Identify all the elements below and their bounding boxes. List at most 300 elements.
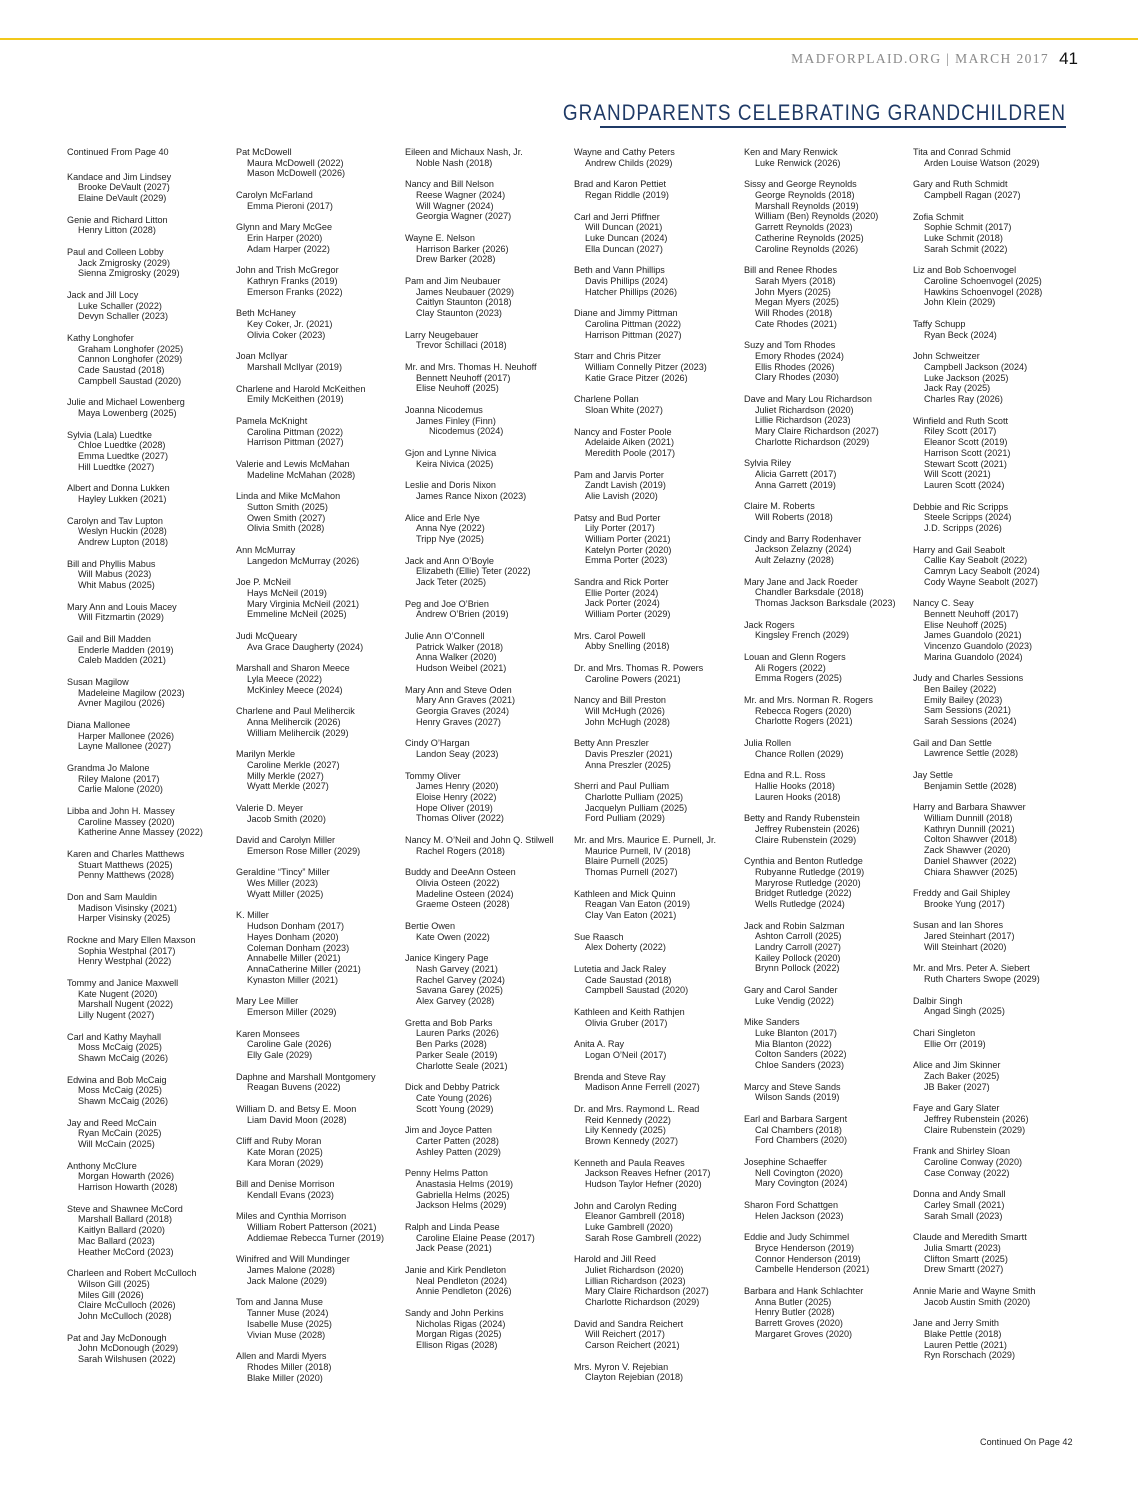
grandchild-name: Ben Parks (2028)	[416, 1039, 487, 1050]
grandchild-name: Arden Louise Watson (2029)	[924, 157, 1040, 168]
grandparent-names: John Schweitzer	[913, 351, 980, 362]
grandchild-name: Reese Wagner (2024)	[416, 190, 506, 200]
grandparent-names: Chari Singleton	[913, 1028, 976, 1039]
grandchild-name: Elise Neuhoff (2025)	[416, 383, 499, 394]
grandchild-name: Mac Ballard (2023)	[78, 1235, 155, 1246]
grandchild-name: Juliet Richardson (2020)	[755, 404, 854, 415]
grandparent-entry	[67, 247, 242, 279]
grandchild-name: Will Duncan (2021)	[585, 222, 663, 233]
grandparent-names: Debbie and Ric Scripps	[913, 501, 1009, 512]
grandchild-name: Bridget Rutledge (2022)	[755, 888, 852, 899]
grandchild-name: Stewart Scott (2021)	[924, 458, 1007, 469]
grandchild-name: Hudson Donham (2017)	[247, 921, 345, 932]
grandchild-name: Camryn Lacy Seabolt (2024)	[924, 565, 1040, 576]
grandparent-names: Dr. and Mrs. Raymond L. Read	[574, 1103, 700, 1114]
grandparent-entry	[405, 1168, 580, 1211]
grandparent-names: Carolyn McFarland	[236, 190, 313, 200]
grandchild-name: Mary Claire Richardson (2027)	[585, 1286, 709, 1297]
grandchild-name: Hudson Weibel (2021)	[416, 663, 507, 673]
grandchild-name: Hays McNeil (2019)	[247, 587, 327, 598]
grandparent-names: Brad and Karon Pettiet	[574, 179, 667, 190]
grandchild-name: Davis Preszler (2021)	[585, 749, 673, 759]
grandchild-name: Maurice Purnell, IV (2018)	[585, 845, 691, 856]
grandchild-name: Ault Zelazny (2028)	[755, 555, 834, 566]
grandparent-entry	[744, 1017, 919, 1071]
grandchild-name: Julia Smartt (2023)	[924, 1243, 1001, 1254]
grandchild-name: Luke Jackson (2025)	[924, 372, 1009, 383]
grandchild-name: Benjamin Settle (2028)	[924, 780, 1017, 791]
grandchild-name: Will Mabus (2023)	[78, 569, 152, 580]
grandparent-names: Charleen and Robert McCulloch	[67, 1268, 197, 1279]
grandparent-entry	[744, 985, 919, 1006]
listing-column-4	[574, 147, 749, 1394]
grandparent-entry	[574, 1072, 749, 1093]
grandchild-name: Charlotte Richardson (2029)	[585, 1297, 700, 1308]
grandparent-names: Joanna Nicodemus	[405, 405, 483, 415]
grandchild-name: Luke Schmit (2018)	[924, 233, 1003, 243]
grandparent-names: Dick and Debby Patrick	[405, 1082, 500, 1093]
grandchild-name: Sarah Rose Gambrell (2022)	[585, 1232, 702, 1243]
grandchild-name: J.D. Scripps (2026)	[924, 522, 1002, 533]
grandparent-names: Cliff and Ruby Moran	[236, 1136, 322, 1147]
grandparent-entry	[236, 416, 411, 448]
grandchild-name: Kendall Evans (2023)	[247, 1189, 334, 1200]
grandchild-name: Jack Pease (2021)	[416, 1243, 492, 1254]
grandchild-name: Chance Rollen (2029)	[755, 748, 844, 759]
grandchild-name: Regan Riddle (2019)	[585, 190, 669, 200]
grandchild-name: Sarah Myers (2018)	[755, 275, 836, 286]
grandchild-name: Ben Bailey (2022)	[924, 684, 997, 695]
grandchild-name: Keira Nivica (2025)	[416, 458, 494, 469]
grandparent-entry	[744, 738, 919, 759]
grandchild-name: Marshall Nugent (2022)	[78, 999, 174, 1010]
grandchild-name: Kara Moran (2029)	[247, 1157, 324, 1168]
grandparent-names: Grandma Jo Malone	[67, 763, 150, 773]
grandchild-name: Wyatt Miller (2025)	[247, 888, 324, 899]
grandparent-names: Earl and Barbara Sargent	[744, 1114, 848, 1125]
grandchild-name: William Porter (2029)	[585, 609, 671, 620]
grandparent-entry	[67, 806, 242, 838]
page-number: 41	[1059, 49, 1078, 68]
grandparent-entry	[236, 1072, 411, 1093]
grandparent-names: Wayne and Cathy Peters	[574, 147, 675, 157]
listing-column-5	[744, 147, 919, 1350]
grandchild-name: Nicodemus (2024)	[429, 426, 504, 437]
grandchild-name: Annie Pendleton (2026)	[416, 1286, 512, 1297]
grandchild-name: JB Baker (2027)	[924, 1081, 990, 1092]
grandparent-names: Ralph and Linda Pease	[405, 1221, 500, 1232]
grandchild-name: Emma Pieroni (2017)	[247, 200, 333, 211]
grandparent-names: Mary Ann and Steve Oden	[405, 684, 512, 695]
grandchild-name: Eloise Henry (2022)	[416, 792, 497, 802]
grandparent-names: Eddie and Judy Schimmel	[744, 1232, 850, 1243]
grandparent-names: Jim and Joyce Patten	[405, 1125, 492, 1136]
grandparent-names: Brenda and Steve Ray	[574, 1071, 666, 1082]
grandparent-entry	[574, 781, 749, 824]
grandparent-entry	[405, 147, 580, 168]
grandparent-entry	[67, 172, 242, 204]
grandchild-name: John Klein (2029)	[924, 297, 996, 308]
grandparent-entry	[913, 319, 1088, 340]
grandchild-name: Caitlyn Staunton (2018)	[416, 297, 512, 308]
grandchild-name: Maryrose Rutledge (2020)	[755, 877, 861, 888]
grandchild-name: Ryan McCain (2025)	[78, 1128, 162, 1139]
grandchild-name: Olivia Smith (2028)	[247, 523, 325, 534]
grandchild-name: Megan Myers (2025)	[755, 297, 839, 308]
grandparent-names: Jack and Robin Salzman	[744, 920, 845, 931]
grandparent-names: Charlene and Paul Melihercik	[236, 706, 355, 717]
grandparent-names: Ken and Mary Renwick	[744, 147, 838, 157]
grandparent-entry	[236, 1104, 411, 1125]
grandparent-names: Zofia Schmit	[913, 211, 964, 222]
grandparent-entry	[574, 1007, 749, 1028]
grandchild-name: Rachel Rogers (2018)	[416, 845, 505, 856]
grandparent-names: Jack and Ann O’Boyle	[405, 555, 494, 566]
grandchild-name: Reid Kennedy (2022)	[585, 1114, 671, 1125]
grandchild-name: Sarah Small (2023)	[924, 1210, 1003, 1221]
grandparent-entry	[744, 770, 919, 802]
grandparent-names: Cindy O’Hargan	[405, 738, 470, 749]
grandparent-entry	[236, 910, 411, 985]
grandparent-names: Marshall and Sharon Meece	[236, 663, 350, 674]
grandchild-name: Eleanor Scott (2019)	[924, 437, 1008, 448]
grandchild-name: Jeffrey Rubenstein (2026)	[755, 823, 860, 834]
grandparent-entry	[236, 147, 411, 179]
grandparent-entry	[913, 1232, 1088, 1275]
grandparent-names: David and Carolyn Miller	[236, 835, 336, 846]
grandchild-name: Caroline Gale (2026)	[247, 1039, 332, 1050]
grandchild-name: Mary Ann Graves (2021)	[416, 695, 516, 706]
grandparent-names: Faye and Gary Slater	[913, 1103, 1000, 1114]
grandchild-name: Jackson Zelazny (2024)	[755, 544, 852, 555]
grandparent-names: Nancy M. O’Neil and John Q. Stilwell	[405, 835, 554, 845]
grandchild-name: Ryn Rorschach (2029)	[924, 1350, 1015, 1361]
grandchild-name: Luke Vendig (2022)	[755, 995, 834, 1006]
grandparent-names: Ann McMurray	[236, 544, 296, 555]
grandchild-name: Kate Moran (2025)	[247, 1146, 323, 1157]
grandchild-name: Ruth Charters Swope (2029)	[924, 974, 1040, 985]
grandchild-name: Ellie Orr (2019)	[924, 1038, 986, 1049]
grandparent-entry	[236, 545, 411, 566]
grandchild-name: Will Steinhart (2020)	[924, 941, 1007, 952]
grandparent-entry	[574, 1104, 749, 1147]
grandparent-names: Susan and Ian Shores	[913, 920, 1003, 931]
running-header	[791, 48, 1078, 68]
grandparent-entry	[913, 738, 1088, 759]
grandparent-entry	[236, 351, 411, 372]
grandchild-name: Will Fitzmartin (2029)	[78, 612, 164, 623]
grandchild-name: Caroline Conway (2020)	[924, 1157, 1023, 1168]
grandparent-entry	[744, 921, 919, 975]
grandchild-name: Clifton Smartt (2025)	[924, 1253, 1008, 1264]
grandchild-name: Jacob Austin Smith (2020)	[924, 1296, 1031, 1307]
grandparent-entry	[67, 849, 242, 881]
grandparent-entry	[913, 1146, 1088, 1178]
grandchild-name: Sutton Smith (2025)	[247, 501, 328, 512]
grandchild-name: Graeme Osteen (2028)	[416, 899, 510, 910]
grandchild-name: Barrett Groves (2020)	[755, 1318, 843, 1329]
grandchild-name: Rubyanne Rutledge (2019)	[755, 866, 865, 877]
grandparent-names: Jane and Jerry Smith	[913, 1318, 999, 1329]
grandchild-name: Reagan Buvens (2022)	[247, 1082, 341, 1093]
grandparent-names: Winifred and Will Mundinger	[236, 1254, 350, 1265]
grandchild-name: William Porter (2021)	[585, 534, 671, 544]
grandchild-name: Charles Ray (2026)	[924, 394, 1003, 405]
grandparent-names: Kathleen and Keith Rathjen	[574, 1007, 685, 1017]
grandchild-name: Milly Merkle (2027)	[247, 770, 324, 781]
grandchild-name: Maura McDowell (2022)	[247, 157, 344, 168]
grandparent-entry	[744, 1200, 919, 1221]
grandparent-names: Mary Lee Miller	[236, 996, 299, 1007]
grandparent-entry	[405, 1222, 580, 1254]
grandchild-name: Heather McCord (2023)	[78, 1246, 174, 1257]
grandchild-name: Hope Oliver (2019)	[416, 802, 493, 813]
grandparent-entry	[405, 276, 580, 319]
grandparent-entry	[236, 803, 411, 824]
grandchild-name: Adam Harper (2022)	[247, 243, 330, 254]
grandparent-entry	[574, 631, 749, 652]
grandchild-name: Cate Young (2026)	[416, 1092, 492, 1103]
grandchild-name: James Malone (2028)	[247, 1265, 335, 1276]
grandparent-entry	[236, 1179, 411, 1200]
grandchild-name: James Henry (2020)	[416, 781, 499, 792]
grandchild-name: Jack Ray (2025)	[924, 383, 991, 394]
grandchild-name: Vivian Muse (2028)	[247, 1329, 326, 1340]
grandparent-names: Liz and Bob Schoenvogel	[913, 265, 1017, 276]
grandchild-name: Jacquelyn Pulliam (2025)	[585, 802, 688, 813]
grandparent-names: Jay and Reed McCain	[67, 1117, 157, 1128]
grandchild-name: Brown Kennedy (2027)	[585, 1136, 679, 1146]
grandchild-name: Kailey Pollock (2020)	[755, 952, 841, 963]
grandchild-name: William Melihercik (2029)	[247, 727, 349, 738]
grandchild-name: Davis Phillips (2024)	[585, 276, 668, 286]
grandparent-names: Allen and Mardi Myers	[236, 1351, 327, 1362]
continued-from-note: Continued From Page 40	[67, 147, 169, 157]
grandchild-name: Thomas Oliver (2022)	[416, 813, 504, 824]
grandparent-entry	[913, 1060, 1088, 1092]
grandparent-entry	[913, 545, 1088, 588]
grandchild-name: Riley Scott (2017)	[924, 426, 997, 437]
grandparent-entry	[67, 397, 242, 418]
grandparent-names: Mrs. Carol Powell	[574, 630, 646, 641]
grandparent-entry	[67, 559, 242, 591]
grandchild-name: Mary Virginia McNeil (2021)	[247, 598, 360, 609]
grandparent-names: Taffy Schupp	[913, 319, 966, 329]
grandchild-name: Anna Preszler (2025)	[585, 759, 671, 770]
grandparent-entry	[236, 1029, 411, 1061]
grandparent-entry	[236, 1297, 411, 1340]
grandchild-name: Anna Melihercik (2026)	[247, 716, 341, 727]
grandparent-entry	[574, 1254, 749, 1308]
grandchild-name: Mary Claire Richardson (2027)	[755, 426, 879, 437]
grandchild-name: Campbell Saustad (2020)	[585, 985, 689, 996]
grandparent-entry	[67, 290, 242, 322]
grandchild-name: Brynn Pollock (2022)	[755, 963, 840, 974]
grandchild-name: Rachel Garvey (2024)	[416, 974, 505, 985]
grandparent-entry	[574, 1201, 749, 1244]
grandparent-entry	[236, 222, 411, 254]
grandchild-name: Caroline Powers (2021)	[585, 673, 681, 684]
grandparent-names: Beth McHaney	[236, 308, 296, 319]
grandchild-name: Kathryn Dunnill (2021)	[924, 823, 1015, 834]
grandchild-name: Claire Rubenstein (2029)	[755, 834, 857, 845]
grandparent-names: Kathy Longhofer	[67, 333, 134, 343]
grandparent-names: Geraldine “Tincy” Miller	[236, 867, 330, 878]
grandparent-entry	[236, 867, 411, 899]
grandchild-name: Scott Young (2029)	[416, 1103, 494, 1114]
grandchild-name: Nell Covington (2020)	[755, 1167, 843, 1178]
grandchild-name: Cal Chambers (2018)	[755, 1124, 842, 1135]
section-title: GRANDPARENTS CELEBRATING GRANDCHILDREN	[562, 100, 1066, 125]
grandparent-entry	[67, 333, 242, 387]
grandchild-name: Bennett Neuhoff (2017)	[416, 372, 511, 383]
grandparent-entry	[744, 534, 919, 566]
grandparent-names: Annie Marie and Wayne Smith	[913, 1286, 1036, 1297]
grandchild-name: Andrew Childs (2029)	[585, 157, 673, 168]
grandparent-names: Edwina and Bob McCaig	[67, 1074, 167, 1085]
grandchild-name: Campbell Ragan (2027)	[924, 190, 1021, 200]
grandparent-entry	[574, 513, 749, 567]
grandparent-entry	[574, 695, 749, 727]
grandchild-name: Jackson Helms (2029)	[416, 1200, 507, 1211]
grandchild-name: Ashton Carroll (2025)	[755, 931, 842, 942]
grandparent-entry	[913, 802, 1088, 877]
grandparent-names: Karen and Charles Matthews	[67, 849, 185, 859]
grandparent-names: Sylvia (Lala) Luedtke	[67, 429, 152, 440]
grandchild-name: Shawn McCaig (2026)	[78, 1096, 168, 1107]
grandparent-names: Tommy Oliver	[405, 770, 461, 781]
grandchild-name: Steele Scripps (2024)	[924, 512, 1012, 523]
grandchild-name: Carolina Pittman (2022)	[247, 426, 344, 437]
grandchild-name: Sarah Sessions (2024)	[924, 716, 1017, 727]
grandchild-name: Jackson Reaves Hefner (2017)	[585, 1168, 711, 1179]
grandparent-names: Carl and Kathy Mayhall	[67, 1031, 162, 1042]
grandchild-name: Enderle Madden (2019)	[78, 644, 174, 655]
grandparent-names: Sylvia Riley	[744, 458, 791, 469]
grandchild-name: Savana Garey (2025)	[416, 985, 503, 996]
grandchild-name: Gabriella Helms (2025)	[416, 1189, 510, 1200]
grandchild-name: Luke Schaller (2022)	[78, 300, 162, 311]
grandparent-entry	[913, 502, 1088, 534]
grandparent-names: Jack Rogers	[744, 619, 795, 630]
grandparent-entry	[236, 706, 411, 738]
grandchild-name: Lillie Richardson (2023)	[755, 415, 851, 426]
grandchild-name: Sophia Westphal (2017)	[78, 945, 176, 956]
grandchild-name: Luke Duncan (2024)	[585, 233, 668, 243]
grandparent-names: Tom and Janna Muse	[236, 1297, 323, 1308]
grandchild-name: Claire McCulloch (2026)	[78, 1300, 176, 1311]
grandparent-entry	[913, 1028, 1088, 1049]
grandparent-names: Anita A. Ray	[574, 1039, 625, 1050]
grandparent-names: Peg and Joe O’Brien	[405, 598, 489, 609]
grandparent-entry	[574, 835, 749, 878]
grandparent-names: Harold and Jill Reed	[574, 1254, 656, 1265]
grandchild-name: Ford Chambers (2020)	[755, 1135, 847, 1146]
grandparent-names: Sharon Ford Schattgen	[744, 1200, 839, 1211]
grandchild-name: Ellison Rigas (2028)	[416, 1339, 498, 1350]
grandparent-entry	[574, 1319, 749, 1351]
grandchild-name: Blaire Purnell (2025)	[585, 856, 668, 867]
grandparent-entry	[744, 265, 919, 329]
grandchild-name: Mason McDowell (2026)	[247, 168, 346, 179]
grandparent-entry	[574, 470, 749, 502]
grandchild-name: Helen Jackson (2023)	[755, 1210, 844, 1221]
grandparent-names: Glynn and Mary McGee	[236, 222, 333, 233]
grandparent-names: Marcy and Steve Sands	[744, 1081, 841, 1092]
grandchild-name: Ford Pulliam (2029)	[585, 813, 665, 824]
grandchild-name: James Finley (Finn)	[416, 415, 496, 426]
grandchild-name: Henry Graves (2027)	[416, 716, 501, 727]
grandchild-name: Luke Renwick (2026)	[755, 157, 841, 168]
grandparent-names: Joan McIlyar	[236, 351, 288, 362]
grandparent-entry	[67, 483, 242, 504]
grandparent-names: Libba and John H. Massey	[67, 806, 175, 816]
grandparent-entry	[67, 1204, 242, 1258]
grandchild-name: Sarah Wilshusen (2022)	[78, 1353, 176, 1364]
grandparent-entry	[405, 953, 580, 1007]
grandparent-entry	[574, 1039, 749, 1060]
grandchild-name: Jared Steinhart (2017)	[924, 931, 1015, 942]
grandparent-entry	[67, 1075, 242, 1107]
grandchild-name: Meredith Poole (2017)	[585, 448, 675, 458]
grandparent-entry	[405, 362, 580, 394]
grandchild-name: Alicia Garrett (2017)	[755, 469, 837, 480]
grandparent-names: Gail and Dan Settle	[913, 737, 992, 748]
grandchild-name: Nash Garvey (2021)	[416, 964, 498, 974]
grandchild-name: Sarah Schmit (2022)	[924, 243, 1008, 254]
grandparent-entry	[405, 480, 580, 501]
grandchild-name: Tripp Nye (2025)	[416, 534, 484, 544]
grandchild-name: Sam Sessions (2021)	[924, 705, 1011, 716]
grandparent-entry	[236, 663, 411, 695]
grandchild-name: Wilson Sands (2019)	[755, 1092, 840, 1103]
grandparent-names: Kenneth and Paula Reaves	[574, 1157, 685, 1168]
grandchild-name: Madeline McMahan (2028)	[247, 469, 356, 480]
grandchild-name: Caroline Reynolds (2026)	[755, 243, 859, 254]
grandchild-name: Henry Butler (2028)	[755, 1307, 835, 1318]
grandchild-name: Callie Kay Seabolt (2022)	[924, 555, 1028, 566]
grandchild-name: Kingsley French (2029)	[755, 630, 850, 641]
grandparent-names: Nancy C. Seay	[913, 598, 974, 609]
grandparent-entry	[236, 577, 411, 620]
grandparent-names: Sherri and Paul Pulliam	[574, 781, 670, 792]
grandchild-name: Maya Lowenberg (2025)	[78, 408, 177, 419]
grandchild-name: Cade Saustad (2018)	[585, 974, 672, 985]
grandchild-name: Emma Rogers (2025)	[755, 673, 842, 684]
grandchild-name: Vincenzo Guandolo (2023)	[924, 641, 1033, 652]
grandparent-names: Beth and Vann Phillips	[574, 265, 665, 276]
grandchild-name: Blake Miller (2020)	[247, 1372, 323, 1383]
grandchild-name: Elise Neuhoff (2025)	[924, 619, 1007, 630]
grandchild-name: Ryan Beck (2024)	[924, 329, 997, 340]
grandchild-name: Riley Malone (2017)	[78, 773, 160, 784]
grandparent-entry	[913, 1189, 1088, 1221]
grandparent-names: Marilyn Merkle	[236, 749, 296, 760]
grandchild-name: Elaine DeVault (2029)	[78, 193, 167, 204]
grandparent-names: Pat and Jay McDonough	[67, 1332, 167, 1343]
grandchild-name: Landry Carroll (2027)	[755, 942, 841, 953]
grandparent-entry	[67, 602, 242, 623]
grandparent-entry	[67, 935, 242, 967]
grandparent-entry	[405, 330, 580, 351]
grandchild-name: Cannon Longhofer (2029)	[78, 354, 183, 365]
grandchild-name: Miles Gill (2026)	[78, 1289, 144, 1300]
grandchild-name: Neal Pendleton (2024)	[416, 1275, 507, 1286]
grandchild-name: James Guandolo (2021)	[924, 630, 1022, 641]
grandchild-name: Harrison Barker (2026)	[416, 243, 509, 254]
grandchild-name: Georgia Wagner (2027)	[416, 211, 512, 222]
grandchild-name: James Rance Nixon (2023)	[416, 491, 527, 501]
